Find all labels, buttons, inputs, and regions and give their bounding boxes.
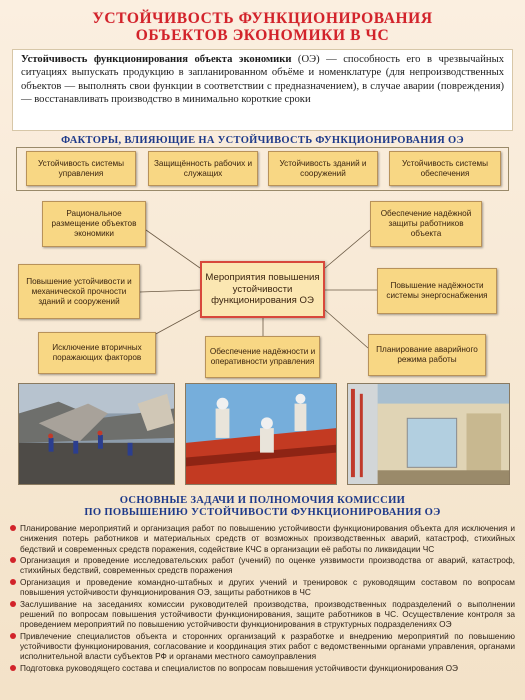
list-item: Привлечение специалистов объекта и сторонних организаций к разработке и внедрению мероприятий по повышению устойчивости функционирования, согласование и координация этих работ с ведомственными органами управления, органами исполнительной власти субъектов РФ и органами местного самоуправления — [10, 631, 515, 662]
tasks-header-line-1: ОСНОВНЫЕ ЗАДАЧИ И ПОЛНОМОЧИЯ КОМИССИИ — [119, 495, 406, 506]
measure-management-reliability: Обеспечение надёжности и оперативности управления — [205, 336, 320, 378]
factor-buildings: Устойчивость зданий и сооружений — [268, 151, 378, 186]
factor-control-system: Устойчивость системы управления — [26, 151, 136, 186]
measure-building-strength: Повышение устойчивости и механической прочности зданий и сооружений — [18, 264, 140, 319]
page-title — [0, 10, 525, 44]
tasks-list — [10, 523, 515, 674]
bullet-icon — [10, 579, 16, 585]
bullet-icon — [10, 633, 16, 639]
tasks-header-line-2: ПО ПОВЫШЕНИЮ УСТОЙЧИВОСТИ ФУНКЦИОНИРОВАНИЯ ОЭ — [84, 507, 441, 518]
photo-rescuers — [185, 383, 337, 485]
list-item: Планирование мероприятий и организация работ по повышению устойчивости функционирования объекта для исключения и снижения потерь работников и материальных средств от возможных производственных аварий, катастроф, стихийных бедствий и современных средств поражения, содействие КЧС в организации её работы по ликвидации ЧС — [10, 523, 515, 554]
title-line-2: ОБЪЕКТОВ ЭКОНОМИКИ В ЧС — [135, 27, 390, 44]
measure-rational-placement: Рациональное размещение объектов экономики — [42, 201, 146, 247]
factor-supply-system: Устойчивость системы обеспечения — [389, 151, 501, 186]
factor-worker-protection: Защищённость рабочих и служащих — [148, 151, 258, 186]
measure-worker-protection: Обеспечение надёжной защиты работников объекта — [370, 201, 482, 247]
measure-secondary-factors: Исключение вторичных поражающих факторов — [38, 332, 156, 374]
title-line-1: УСТОЙЧИВОСТЬ ФУНКЦИОНИРОВАНИЯ — [92, 10, 433, 27]
tasks-header — [0, 495, 525, 519]
measure-emergency-planning: Планирование аварийного режима работы — [368, 334, 486, 376]
factors-header: ФАКТОРЫ, ВЛИЯЮЩИЕ НА УСТОЙЧИВОСТЬ ФУНКЦИОНИРОВАНИЯ ОЭ — [61, 135, 464, 146]
photo-industrial-hall — [347, 383, 510, 485]
list-item: Организация и проведение командно-штабных и других учений и тренировок с руководящим составом по вопросам повышения устойчивости функционирования ОЭ, защиты работников в ЧС — [10, 577, 515, 598]
bullet-icon — [10, 665, 16, 671]
bullet-icon — [10, 557, 16, 563]
list-item: Подготовка руководящего состава и специалистов по вопросам повышения устойчивости функционирования ОЭ — [10, 663, 515, 673]
bullet-icon — [10, 601, 16, 607]
measure-power-supply: Повышение надёжности системы энергоснабжения — [377, 268, 497, 314]
definition-term: Устойчивость функционирования объекта экономики — [21, 54, 292, 65]
definition-box — [12, 49, 513, 131]
photo-rescue-site — [18, 383, 175, 485]
list-item: Организация и проведение исследовательских работ (учений) по оценке уязвимости производства от аварий, катастроф, стихийных бедствий, современных средств поражения — [10, 555, 515, 576]
bullet-icon — [10, 525, 16, 531]
definition-text: (ОЭ) — способность его в чрезвычайных ситуациях выпускать продукцию в запланированном объёме и номенклатуре (для непроизводственных объектов — выполнять свои функции в соответствии с предназначением), в случае аварии (повреждения) — восстанавливать производство в минимально короткие сроки — [21, 54, 504, 105]
measures-center-box: Мероприятия повышения устойчивости функционирования ОЭ — [200, 261, 325, 318]
list-item: Заслушивание на заседаниях комиссии руководителей производства, производственных подразделений о выполнении решений по вопросам повышения устойчивости функционирования, защите работников в ЧС. Осуществление контроля за проведением мероприятий по повышению устойчивости функционирования в структурных подразделениях ОЭ — [10, 599, 515, 630]
